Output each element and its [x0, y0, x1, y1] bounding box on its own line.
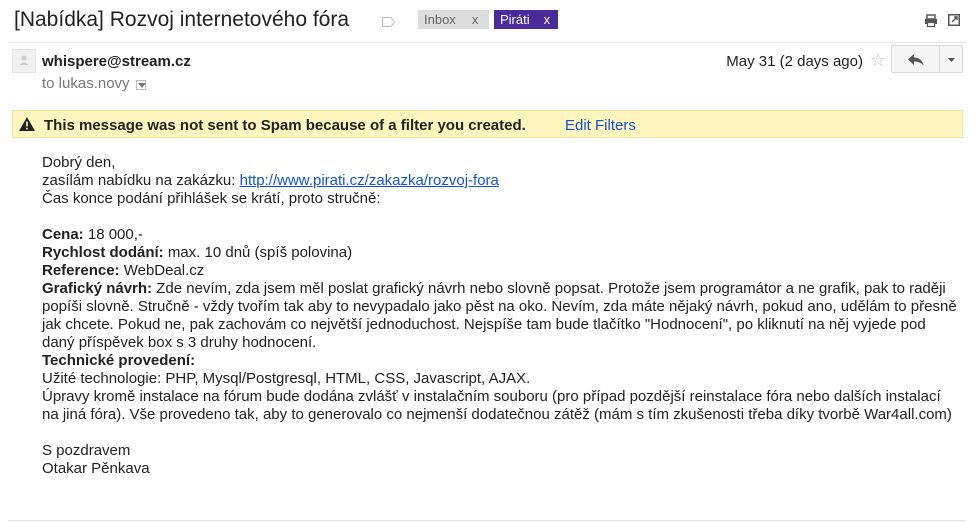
spam-notice — [12, 110, 963, 138]
message-body — [42, 154, 957, 478]
greeting: Dobrý den, — [42, 154, 116, 171]
speed-value: max. 10 dnů (spíš polovina) — [163, 244, 353, 261]
print-icon[interactable] — [924, 14, 938, 28]
closing: S pozdravem — [42, 442, 131, 459]
speed-line — [42, 244, 957, 262]
divider — [8, 520, 966, 521]
spam-notice-message: This message was not sent to Spam because of a filter you created. — [44, 117, 526, 134]
design-label: Grafický návrh: — [42, 280, 153, 297]
label-chip-pirati[interactable] — [494, 10, 558, 29]
star-icon[interactable]: ☆ — [869, 50, 886, 70]
reply-icon — [908, 54, 924, 66]
remove-label-inbox-button[interactable]: x — [471, 12, 479, 27]
speed-label: Rychlost dodání: — [42, 244, 164, 261]
intro-text: zasílám nabídku na zakázku: — [42, 172, 236, 189]
more-actions-button[interactable] — [939, 45, 963, 73]
reference-line — [42, 262, 957, 280]
warning-icon — [19, 117, 35, 131]
price-value: 18 000,- — [83, 226, 143, 243]
recipient-line: to lukas.novy — [42, 75, 130, 92]
email-subject: [Nabídka] Rozvoj internetového fóra — [14, 8, 350, 31]
label-chip-pirati-text[interactable]: Piráti — [500, 12, 530, 27]
tech-line-2: Úpravy kromě instalace na fórum bude dodána zvlášť v instalačním souboru (pro případ pozdější reinstalace fóra nebo dalších instalací na jiná fóra). Vše provedeno tak, aby to generovalo co nejmenší dodatečnou zátěž (mám s tím zkušenosti třeba díky tvorbě War4all.com) — [42, 388, 952, 423]
message-date: May 31 (2 days ago) — [726, 53, 863, 70]
avatar-icon[interactable] — [12, 49, 36, 73]
tech-label: Technické provedení: — [42, 352, 196, 369]
show-details-button[interactable] — [136, 80, 146, 90]
subject-row — [14, 8, 966, 36]
price-label: Cena: — [42, 226, 84, 243]
tech-line-1: Užité technologie: PHP, Mysql/Postgresql, HTML, CSS, Javascript, AJAX. — [42, 370, 531, 387]
reply-button[interactable] — [891, 45, 940, 73]
sender-email[interactable]: whispere@stream.cz — [42, 53, 191, 70]
design-value: Zde nevím, zda jsem měl poslat grafický návrh nebo slovně popsat. Protože jsem programátor a ne grafik, pak to raději popíši slovně. Stručně - vždy tvořím tak aby to nevypadalo jako pěst na oko. Nevím, zda máte nějaký návrh, pokud ano, udělám to přesně jak chcete. Pokud ne, pak zachovám co největší jednoduchost. Nejspíše tam bude tlačítko "Hodnocení", po kliknutí na něj vyjede pod daný příspěvek box s 3 druhy hodnocení. — [42, 280, 957, 351]
intro-line — [42, 172, 957, 190]
reference-value: WebDeal.cz — [119, 262, 205, 279]
chevron-down-icon — [948, 58, 955, 62]
label-chip-inbox[interactable] — [418, 10, 489, 29]
signature: Otakar Pěnkava — [42, 460, 150, 477]
price-line — [42, 226, 957, 244]
reference-label: Reference: — [42, 262, 120, 279]
edit-filters-link[interactable]: Edit Filters — [565, 117, 636, 134]
label-icon[interactable] — [382, 17, 395, 27]
new-window-icon[interactable] — [948, 14, 960, 26]
label-chip-inbox-text[interactable]: Inbox — [424, 12, 456, 27]
remove-label-pirati-button[interactable]: x — [543, 12, 551, 27]
design-paragraph — [42, 280, 957, 352]
divider — [8, 42, 966, 43]
tender-link[interactable]: http://www.pirati.cz/zakazka/rozvoj-fora — [239, 172, 499, 189]
tech-heading — [42, 352, 957, 370]
deadline-line: Čas konce podání přihlášek se krátí, proto stručně: — [42, 190, 381, 207]
chevron-down-icon — [138, 83, 146, 88]
